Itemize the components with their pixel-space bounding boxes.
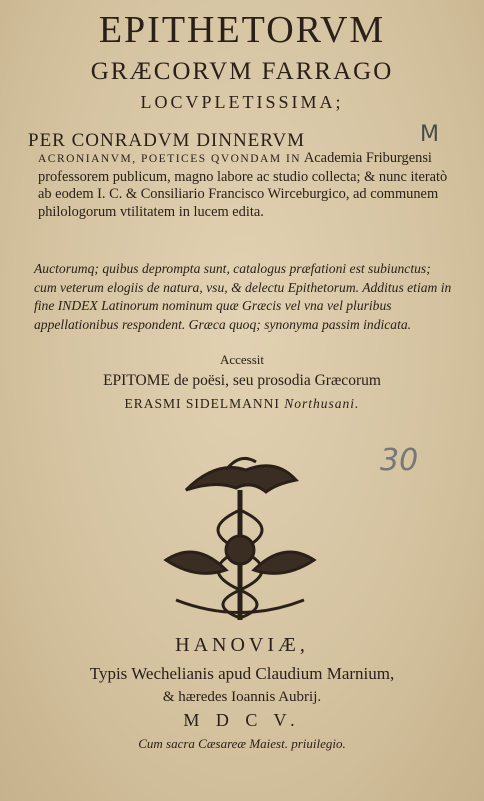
title-line-2: GRÆCORVM FARRAGO	[90, 58, 394, 85]
imprint-privilege: Cum sacra Cæsareæ Maiest. priuilegio.	[138, 736, 346, 751]
description-body: Academia Friburgensi professorem publicum, magno labore ac studio collecta; & nunc iteratò ab eodem I. C. & Consiliario Francisco Wirceburgico, ad communem philologorum vtilitatem in lucem edita.	[38, 150, 448, 220]
handwritten-mark: M	[420, 122, 439, 147]
erasmi-line	[0, 396, 484, 412]
erasmi-place: Northusani.	[284, 396, 360, 411]
imprint-year: M D C V.	[183, 710, 301, 730]
italic-paragraph: Auctorumq; quibus deprompta sunt, catalogus præfationi est subiunctus; cum veterum elogiis de natura, vsu, & delectu Epithetorum. Additus etiam in fine INDEX Latinorum nominum quæ Græcis vel vna vel pluribus appellationibus respondent. Græca quoq; synonyma passim indicata.	[34, 261, 452, 332]
erasmi-name: ERASMI SIDELMANNI	[124, 396, 280, 411]
title-line-3: LOCVPLETISSIMA;	[140, 92, 344, 112]
imprint-city: HANOVIÆ,	[175, 634, 309, 656]
imprint-printer: Typis Wechelianis apud Claudium Marnium,	[89, 664, 395, 683]
author-line: PER CONRADVM DINNERVM	[28, 130, 306, 151]
printers-device-icon	[156, 450, 324, 630]
title-line-1: EPITHETORVM	[98, 9, 386, 51]
accessit-line: Accessit	[219, 352, 265, 367]
description-caps: ACRONIANVM, POETICES QVONDAM IN	[38, 153, 302, 165]
epitome-line: EPITOME de poësi, seu prosodia Græcorum	[103, 372, 381, 389]
handwritten-number: 30	[380, 443, 419, 478]
description-paragraph	[38, 150, 448, 221]
imprint-heirs: & hæredes Ioannis Aubrij.	[162, 689, 322, 705]
